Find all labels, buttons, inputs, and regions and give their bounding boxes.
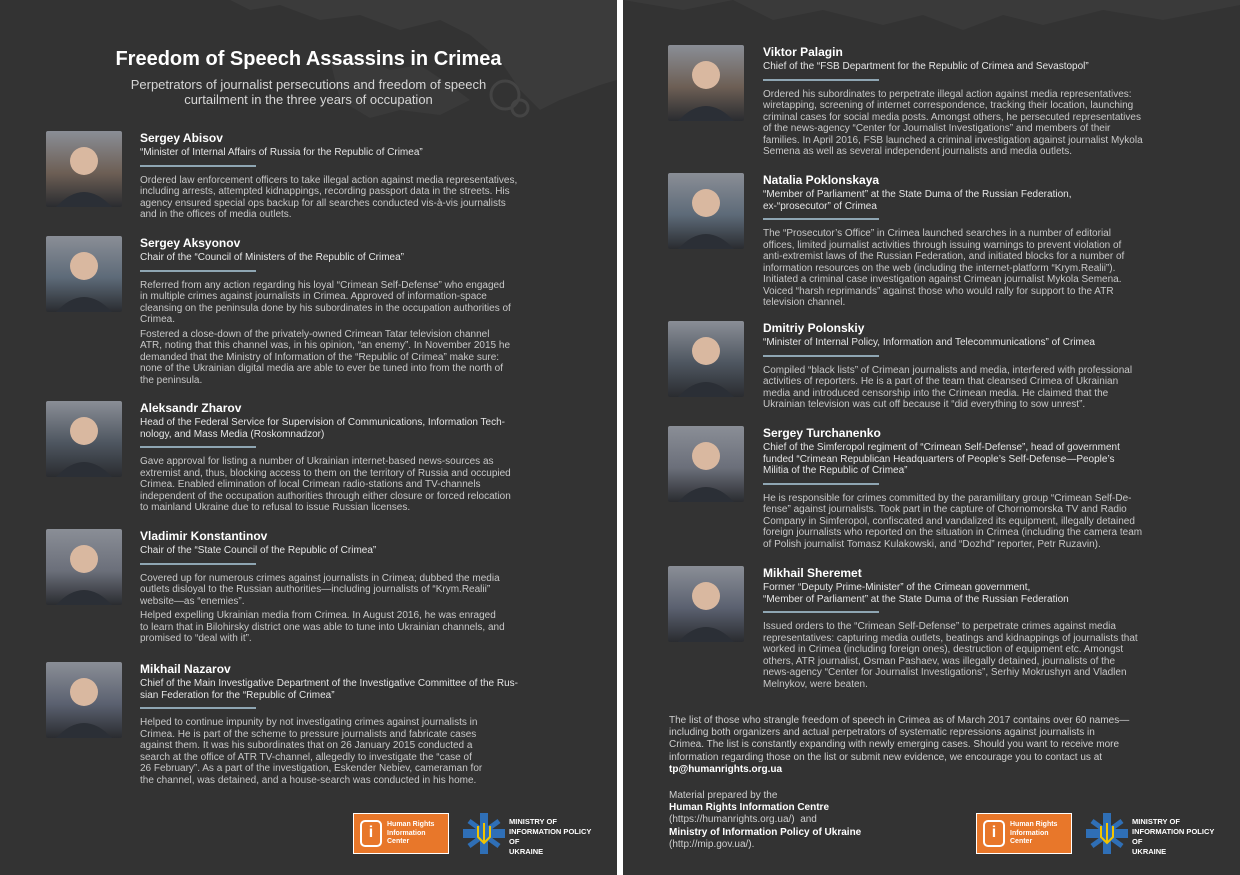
person-name: Sergey Turchanenko [763,426,881,440]
divider [763,611,879,613]
person-role: Chief of the “FSB Department for the Republic of Crimea and Sevastopol” [763,61,1089,72]
person-role: Head of the Federal Service for Supervision of Communications, Information Tech- nology, and Mass Media (Roskomnadzor) [140,417,505,440]
org1-name: Human Rights Information Centre [669,802,830,814]
person-role: “Minister of Internal Policy, Information and Telecommunications” of Crimea [763,337,1095,348]
description-paragraph: Ordered law enforcement officers to take illegal action against media representatives, including arrests, attempted kidnappings, recording passport data in the streets. His agency ensured special ops backup for all searches conducted vis-à-vis journalists and in the offices of media outlets. [140,174,518,220]
trident-icon [463,813,505,854]
description-paragraph: Fostered a close-down of the privately-owned Crimean Tatar television channel ATR, noting that this channel was, in his opinion, “an enemy”. In November 2015 he demanded that the Ministry of Information of the “Republic of Crimea” make sure: none of the Ukrainian digital media are able to ever be tuned into from the north of the peninsula. [140,328,511,386]
entry-text [763,426,1203,553]
contact-email-link[interactable]: tp@humanrights.org.ua [669,763,783,775]
person-name: Mikhail Nazarov [140,662,231,676]
entry-text [763,321,1203,414]
portrait-photo [46,236,122,312]
description-paragraph: Covered up for numerous crimes against journalists in Crimea; dubbed the media outlets disloyal to the Russian authorities—including journalists of “Krym.Realii” website—as “enemies”. [140,572,500,607]
person-name: Sergey Aksyonov [140,236,241,250]
person-role: Former “Deputy Prime-Minister” of the Crimean government, “Member of Parliament” at the State Duma of the Russian Federation [763,582,1069,605]
page-title: Freedom of Speech Assassins in Crimea [115,48,502,70]
portrait-photo [668,45,744,121]
person-name: Viktor Palagin [763,45,843,59]
person-name: Vladimir Konstantinov [140,529,268,543]
description-paragraph: The “Prosecutor’s Office” in Crimea launched searches in a number of editorial offices, limited journalist activities through issuing warnings to prevent violation of anti-extremist laws of the Russian Federation, and initiated blocks for a number of information resources on the web (including the internet-platform “Krym.Realii”). Initiated a criminal case investigation against Crimean journalist Mykola Semena. Voiced “harsh reprimands” against those who would rally for support to the ATR television channel. [763,228,1125,308]
trident-icon [1086,813,1128,854]
portrait-photo [668,173,744,249]
entry-text [140,529,580,648]
portrait-photo [668,321,744,397]
hric-logo: i Human Rights Information Center [353,813,449,854]
entry-text [763,173,1203,312]
divider [140,446,256,448]
person-role: Chief of the Main Investigative Department of the Investigative Committee of the Rus- sian Federation for the “Republic of Crimea” [140,678,518,701]
description-paragraph: Helped expelling Ukrainian media from Crimea. In August 2016, he was enraged to learn that in Bilohirsky district one was able to tune into Ukrainian channels, and promised to “deal with it”. [140,610,505,644]
person-name: Aleksandr Zharov [140,401,242,415]
mip-logo: MINISTRY OF INFORMATION POLICY OF UKRAINE [463,813,593,854]
org1-url-link[interactable]: (https://humanrights.org.ua/) [669,814,795,826]
description-paragraph: Gave approval for listing a number of Ukrainian internet-based news-sources as extremist and, thus, blocking access to them on the territory of Russia and occupied Crimea. Enabled elimination of local Crimean radio-stations and TV-channels independent of the occupation authorities through either closure or forced relocation to mainland Ukraine due to refusal to issue Russian licenses. [140,456,511,513]
org2-name: Ministry of Information Policy of Ukraine [669,826,862,838]
hric-logo: i Human Rights Information Center [976,813,1072,854]
portrait-photo [46,131,122,207]
description-paragraph: Compiled “black lists” of Crimean journalists and media, interfered with professional activities of reporters. He is a part of the team that cleansed Crimea of Ukrainian media and introduced censorship into the Crimean media. He claimed that the Ukrainian television was cut off because it “did everything to sow unrest”. [763,364,1133,410]
entry-text [763,566,1203,693]
entry-text [763,45,1203,161]
description-paragraph: He is responsible for crimes committed by the paramilitary group “Crimean Self-De- fense” against journalists. Took part in the capture of Chornomorska TV and Radio Company in Simferopol, confiscated and vandalized its equipment, illegally detained foreign journalists who reported on the situation in Crimea (including the camera team of Polish journalist Tomasz Kulakowski, and “Dozhd” reporter, Petr Ruzavin). [763,492,1143,550]
person-name: Natalia Poklonskaya [763,173,880,187]
person-name: Dmitriy Polonskiy [763,321,865,335]
portrait-photo [668,426,744,502]
person-role: Chair of the “Council of Ministers of the Republic of Crimea” [140,252,404,263]
description-paragraph: Helped to continue impunity by not investigating crimes against journalists in Crimea. He is part of the scheme to pressure journalists and fabricate cases against them. It was his subordinates that on 26 January 2015 conducted a search at the office of ATR TV-channel, allegedly to investigate the “case of 26 February”. As a part of the investigation, Eskender Nebiev, cameraman for the channel, was detained, and a house-search was conducted in his home. [140,717,483,786]
person-role: Chief of the Simferopol regiment of “Crimean Self-Defense”, head of government funded “Crimean Republican Headquarters of People’s Self-Defense—People’s Militia of the Republic of Crimea” [763,442,1120,476]
description-paragraph: Referred from any action regarding his loyal “Crimean Self-Defense” who engaged in multiple crimes against journalists in Crimea. Approved of information-space cleansing on the peninsula done by his subordinates in the occupation authorities of Crimea. [140,279,511,325]
person-role: Chair of the “State Council of the Republic of Crimea” [140,545,377,556]
portrait-photo [668,566,744,642]
right-page [623,0,1240,875]
divider [763,483,879,485]
info-icon: i [983,820,1005,847]
portrait-photo [46,529,122,605]
divider [763,79,879,81]
person-name: Mikhail Sheremet [763,566,862,580]
left-page [0,0,617,875]
divider [140,270,256,272]
person-role: “Member of Parliament” at the State Duma of the Russian Federation, ex-“prosecutor” of Crimea [763,189,1072,212]
divider [763,355,879,357]
person-role: “Minister of Internal Affairs of Russia for the Republic of Crimea” [140,147,423,158]
page-subtitle: Perpetrators of journalist persecutions and freedom of speech curtailment in the three years of occupation [130,77,487,107]
portrait-photo [46,662,122,738]
portrait-photo [46,401,122,477]
divider [140,165,256,167]
info-icon: i [360,820,382,847]
divider [140,563,256,565]
mip-logo: MINISTRY OF INFORMATION POLICY OF UKRAINE [1086,813,1216,854]
description-paragraph: Ordered his subordinates to perpetrate illegal action against media representatives: wiretapping, screening of internet correspondence, tracking their location, launching criminal cases for social media posts. Amongst others, he persecuted representatives of the news-agency “Center for Journalist Investigations” and members of their families. In April 2016, FSB launched a criminal investigation against journalist Mykola Semena as well as several independent journalists and media outlets. [763,88,1143,157]
entry-text [140,662,580,789]
entry-text [140,131,580,224]
description-paragraph: Issued orders to the “Crimean Self-Defense” to perpetrate crimes against media representatives: capturing media outlets, beatings and kidnappings of journalists that worked in Crimea (including foreign ones), destruction of equipment etc. Amongst others, ATR journalist, Osman Pashaev, was illegally detained, journalists of the news-agency “Center for Journalist Investigations”, Serhiy Mokrushyn and Vladlen Melnykov, were beaten. [763,621,1138,690]
entry-text [140,401,580,517]
org2-url-link[interactable]: (http://mip.gov.ua/). [669,838,755,850]
person-name: Sergey Abisov [140,131,223,145]
credits: Material prepared by the Human Rights Information Centre (https://humanrights.org.ua/) and Ministry of Information Policy of Ukraine (http://mip.gov.ua/). [669,790,862,850]
divider [763,218,879,220]
closing-statement: The list of those who strangle freedom of speech in Crimea as of March 2017 contains over 60 names— including both organizers and actual perpetrators of systematic repressions against journalists in Crimea. The list is constantly expanding with newly emerging cases. Should you want to receive more information regarding those on the list or submit new evidence, we encourage you to contact us at tp@humanrights.org.ua [669,715,1130,775]
divider [140,707,256,709]
entry-text [140,236,580,389]
